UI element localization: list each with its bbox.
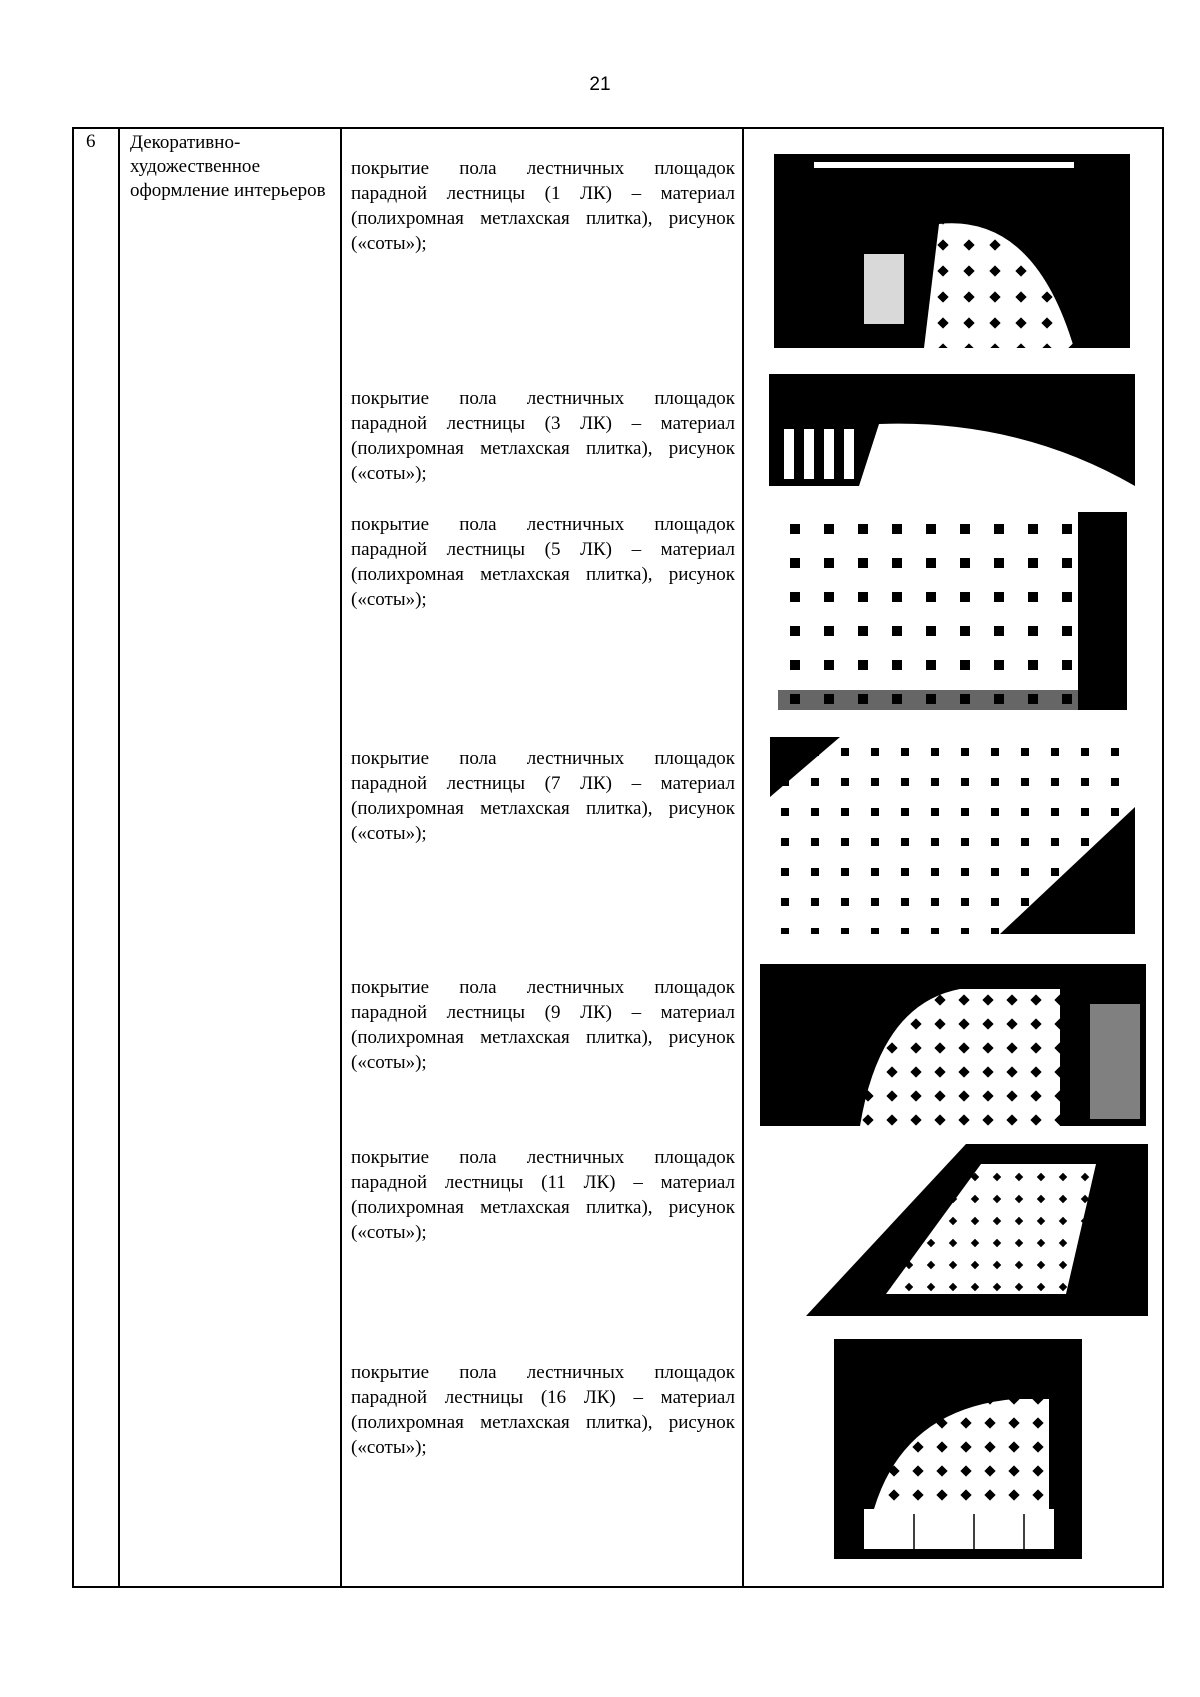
page-number: 21 [589,74,611,95]
entry-text-11lk: покрытие пола лестничных площадок парадной лестницы (11 ЛК) – материал (полихромная метлахская плитка), рисунок («соты»); [351,1147,735,1243]
column-divider [340,129,342,1586]
floor-photo-11lk [766,1144,1148,1316]
column-divider [118,129,120,1586]
entry-text-16lk: покрытие пола лестничных площадок парадной лестницы (16 ЛК) – материал (полихромная метлахская плитка), рисунок («соты»); [351,1362,735,1458]
column-divider [742,129,744,1586]
entry-text-9lk: покрытие пола лестничных площадок парадной лестницы (9 ЛК) – материал (полихромная метлахская плитка), рисунок («соты»); [351,977,735,1073]
floor-photo-16lk [834,1339,1082,1559]
entry-text-1lk: покрытие пола лестничных площадок парадной лестницы (1 ЛК) – материал (полихромная метлахская плитка), рисунок («соты»); [351,158,735,254]
heritage-table [72,127,1164,1588]
floor-photo-3lk [769,374,1135,486]
entry-text-3lk: покрытие пола лестничных площадок парадной лестницы (3 ЛК) – материал (полихромная метлахская плитка), рисунок («соты»); [351,388,735,484]
entry-text-5lk: покрытие пола лестничных площадок парадной лестницы (5 ЛК) – материал (полихромная метлахская плитка), рисунок («соты»); [351,514,735,610]
floor-photo-5lk [778,512,1127,710]
floor-photo-1lk [774,154,1130,348]
floor-photo-7lk [770,737,1135,934]
row-category: Декоративно-художественное оформление интерьеров [130,132,326,201]
entry-text-7lk: покрытие пола лестничных площадок парадной лестницы (7 ЛК) – материал (полихромная метлахская плитка), рисунок («соты»); [351,748,735,844]
floor-photo-9lk [760,964,1146,1126]
row-number: 6 [86,131,96,152]
